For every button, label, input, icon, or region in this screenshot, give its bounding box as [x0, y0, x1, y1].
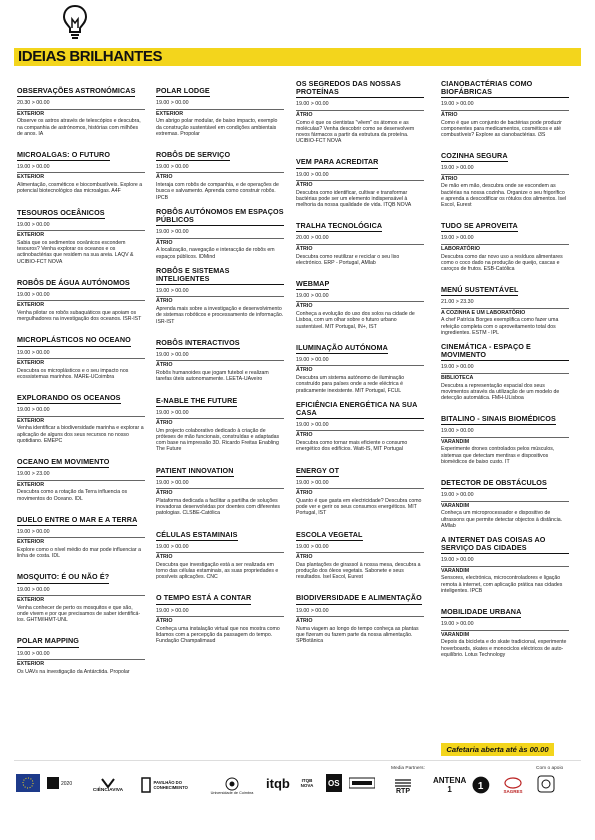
event-time: 19.00 > 00.00	[441, 428, 569, 437]
footer-divider	[14, 760, 581, 761]
event-location: EXTERIOR	[17, 596, 45, 603]
event-time: 19.00 > 00.00	[441, 492, 569, 501]
logo-eu-flag	[16, 774, 40, 792]
event-description: Explore como o nível médio do mar pode influenciar a linha de costa. IDL	[17, 547, 141, 560]
event-item	[296, 273, 424, 330]
cafeteria-note: Cafetaria aberta até às 00.00	[441, 743, 554, 756]
logo-itqb-mark	[266, 774, 294, 792]
event-time: 19.00 > 00.00	[441, 101, 569, 110]
event-title: EFICIÊNCIA ENERGÉTICA NA SUA CASA	[296, 401, 424, 419]
event-description: Conheça uma instalação virtual que nos mostra como lidamos com a percepção da passagem do tempo. Fundação Champalimaud	[156, 625, 280, 645]
event-description: Descubra como identificar, cultivar e transformar bactérias pode ser um elemento indispensável à melhoria da nossa qualidade de vida. ITQB NOVA	[296, 189, 412, 209]
event-title: TESOUROS OCEÂNICOS	[17, 209, 105, 219]
svg-text:itqb: itqb	[266, 776, 290, 791]
logo-pavilhao	[140, 774, 196, 796]
event-location: ÁTRIO	[156, 490, 173, 497]
event-title: TUDO SE APROVEITA	[441, 222, 518, 232]
event-time: 19.00 > 00.00	[441, 165, 569, 174]
event-item	[17, 509, 145, 560]
event-description: Descubra um sistema autónomo de iluminação construído para países onde a rede eléctrica é praticamente inexistente. MIT Portugal, FCUL	[296, 375, 405, 394]
event-item	[296, 151, 424, 208]
event-description: Plataforma dedicada a facilitar a partilha de soluções inovadoras desenvolvidas por doentes com diferentes patologias. CLSBE-Católica	[156, 497, 280, 517]
event-title: OBSERVAÇÕES ASTRONÓMICAS	[17, 87, 135, 97]
event-description: Depois da bicicleta e do skate tradicional, experimente hoverboards, skates e monociclos eléctricos de auto-equilíbrio. Lotus Technology	[441, 639, 567, 658]
event-time: 19.00 > 00.00	[156, 544, 284, 553]
event-title: ROBÔS INTERACTIVOS	[156, 339, 240, 349]
event-time: 21.00 > 23.30	[441, 299, 569, 308]
event-location: EXTERIOR	[17, 481, 45, 488]
event-item	[441, 601, 569, 658]
event-time: 19.00 > 00.00	[17, 222, 145, 231]
event-item	[17, 329, 145, 380]
event-description: Interaja com robôs de companhia, e de operações de busca e salvamento. Aprenda como construir robôs. IPCB	[156, 182, 279, 201]
logo-nova	[296, 774, 318, 792]
event-title: MOSQUITO: É OU NÃO É?	[17, 573, 109, 583]
event-description: Um projecto colaborativo dedicado à criação de próteses de mão funcionais, construídas e adaptadas com base na impressão 3D. Ricardo Freitas Enabling The Future	[156, 427, 280, 453]
event-description: Descubra que investigação está a ser realizada em torno das células estaminais, as suas propriedades e possíveis aplicações. CNC	[156, 561, 279, 581]
logo-antena1	[430, 774, 490, 796]
event-title: DUELO ENTRE O MAR E A TERRA	[17, 516, 137, 526]
event-title: EXPLORANDO OS OCEANOS	[17, 394, 121, 404]
event-title: A INTERNET DAS COISAS AO SERVIÇO DAS CIDADES	[441, 536, 569, 554]
event-description: Um abrigo polar modular, de baixo impacto, exemplo da construção sustentável em condições ambientais extremas. Propolar	[156, 118, 278, 137]
logo-itqb-text: ITQB NOVA	[300, 778, 314, 788]
event-description: Das plantações de girassol à nossa mesa, descubra a produção dos óleos vegetais. Sabonete e seus resultados. Isel Escol, Eurest	[296, 561, 421, 581]
event-item	[441, 343, 569, 401]
event-item	[156, 267, 284, 325]
event-description: Experimente drones controlados pelos músculos, sistemas que detectam mentiras e dispositivos biomédicos de baixo custo. IT	[441, 446, 555, 465]
event-location: ÁTRIO	[296, 554, 313, 561]
event-description: Venha identificar a biodiversidade marinha e explorar a aplicação de alguns dos seus recursos no nosso quotidiano. EMEPC	[17, 425, 144, 444]
event-description: A localização, navegação e interacção de robôs em espaços públicos. IDMind	[156, 247, 275, 260]
logo-os	[326, 774, 342, 792]
title-banner	[14, 48, 581, 66]
media-partners-label: Media Partners:	[391, 766, 425, 771]
events-column-3	[296, 80, 424, 651]
event-time: 19.00 > 00.00	[17, 651, 145, 660]
event-time: 19.00 > 00.00	[156, 410, 284, 419]
event-location: ÁTRIO	[296, 181, 313, 188]
event-item	[17, 566, 145, 623]
event-item	[441, 145, 569, 208]
event-description: Conheça um microprocessador e dispositivo de ultrassons que permite detectar objectos à distância. AMlab	[441, 510, 563, 529]
event-time: 19.00 > 00.00	[296, 357, 424, 366]
event-location: ÁTRIO	[441, 175, 458, 182]
event-location: ÁTRIO	[156, 239, 173, 246]
event-time: 19.00 > 00.00	[17, 164, 145, 173]
event-location: ÁTRIO	[296, 490, 313, 497]
event-title: ROBÔS DE SERVIÇO	[156, 151, 230, 161]
svg-text:1: 1	[478, 780, 484, 792]
event-item	[441, 279, 569, 336]
event-location: ÁTRIO	[156, 617, 173, 624]
event-description: Robôs humanoides que jogam futebol e realizam tarefas úteis autonomamente. LEETA-UAveiro	[156, 370, 269, 383]
event-time: 19.00 > 00.00	[156, 288, 284, 297]
event-description: De mão em mão, descubra onde se escondem as bactérias na nossa cozinha. Organize o seu frigorífico e aprenda a descodificar os rótulos dos alimentos. Isel Escol, Eurest	[441, 183, 567, 209]
event-title: ILUMINAÇÃO AUTÓNOMA	[296, 344, 388, 354]
event-time: 19.00 > 00.00	[156, 480, 284, 489]
event-location: VARANDIM	[441, 567, 470, 574]
event-item	[17, 144, 145, 195]
event-item	[296, 337, 424, 394]
event-time: 19.00 > 00.00	[17, 292, 145, 301]
event-title: TRALHA TECNOLÓGICA	[296, 222, 382, 232]
event-time: 19.00 > 00.00	[441, 364, 569, 373]
event-title: ENERGY OT	[296, 467, 339, 477]
event-description: Descubra como reutilizar e reciclar o seu lixo electrónico. ERP - Portugal, AMlab	[296, 253, 400, 266]
event-title: O TEMPO ESTÁ A CONTAR	[156, 594, 251, 604]
event-time: 19.00 > 00.00	[17, 407, 145, 416]
event-title: OCEANO EM MOVIMENTO	[17, 458, 109, 468]
event-time: 19.00 > 00.00	[17, 350, 145, 359]
event-location: ÁTRIO	[441, 111, 458, 118]
event-time: 19.00 > 00.00	[296, 172, 424, 181]
event-item	[296, 587, 424, 644]
event-location: VARANDIM	[441, 502, 470, 509]
event-location: EXTERIOR	[156, 110, 184, 117]
event-time: 20.30 > 00.00	[17, 100, 145, 109]
event-description: Alimentação, cosméticos e biocombustíveis. Explore a potencial biotecnológico das microalgas. A4F	[17, 182, 143, 195]
event-item	[156, 332, 284, 383]
logo-sagres-text: SAGRES	[503, 788, 523, 794]
event-title: E-NABLE THE FUTURE	[156, 397, 237, 407]
event-time: 19.00 > 00.00	[296, 293, 424, 302]
event-time: 19.00 > 00.00	[441, 235, 569, 244]
logo-antena1-text: ANTENA 1	[432, 776, 467, 794]
event-item	[441, 408, 569, 465]
logo-partner	[349, 774, 375, 792]
event-time: 19.00 > 00.00	[17, 587, 145, 596]
event-title: VEM PARA ACREDITAR	[296, 158, 378, 168]
page-title: IDEIAS BRILHANTES	[18, 48, 163, 65]
event-description: Venha conhecer de perto os mosquitos e que são, onde vivem e por que precisamos de saber identificá-los. GHTM/IHMT-UNL	[17, 604, 141, 624]
event-location: EXTERIOR	[17, 174, 45, 181]
event-location: EXTERIOR	[17, 359, 45, 366]
event-item	[156, 390, 284, 453]
event-location: ÁTRIO	[156, 174, 173, 181]
event-title: CÉLULAS ESTAMINAIS	[156, 531, 238, 541]
logo-pavilhao-text: PAVILHÃO DO CONHECIMENTO	[153, 780, 188, 790]
event-title: MICROALGAS: O FUTURO	[17, 151, 110, 161]
logo-uc	[202, 774, 262, 798]
event-item	[441, 80, 569, 138]
event-title: MOBILIDADE URBANA	[441, 608, 521, 618]
event-time: 19.00 > 00.00	[296, 480, 424, 489]
event-description: Os UAVs na investigação da Antárctida. Propolar	[17, 668, 130, 675]
logo-supporter	[537, 774, 555, 794]
event-description: Numa viagem ao longo do tempo conheça as plantas que fizeram ou fazem parte da nossa alimentação. SPBotânica	[296, 625, 419, 645]
logo-sagres	[500, 774, 526, 796]
support-label: Com o apoio	[536, 766, 564, 771]
event-description: Descubra os microplásticos e o seu impacto nos ecossistemas marinhos. MARE-UCoimbra	[17, 367, 129, 380]
event-description: Aprenda mais sobre a investigação e desenvolvimento de sistemas robóticos e processamento de informação. ISR-IST	[156, 306, 284, 325]
event-location: ÁTRIO	[296, 111, 313, 118]
event-location: VARANDIM	[441, 631, 470, 638]
logo-ciencia-viva	[88, 774, 128, 796]
event-item	[17, 80, 145, 137]
event-location: ÁTRIO	[156, 554, 173, 561]
event-item	[156, 460, 284, 517]
event-description: Descubra como dar novo uso a resíduos alimentares como o coco dado na produção de queijo, cascas e caroços de frutos. ESB-Católica	[441, 253, 563, 272]
logo-compete	[46, 774, 76, 792]
event-description: Conheça a evolução do uso dos solos na cidade de Lisboa, com um olhar sobre o futuro urbano sustentável. MIT Portugal, IN+, IST	[296, 311, 415, 330]
event-item	[17, 630, 145, 675]
event-item	[156, 524, 284, 581]
svg-text:OS: OS	[328, 779, 340, 788]
event-time: 19.00 > 00.00	[156, 229, 284, 238]
event-time: 19.00 > 00.00	[156, 608, 284, 617]
events-column-4	[441, 80, 569, 665]
event-location: A COZINHA E UM LABORATÓRIO	[441, 309, 526, 316]
event-title: OS SEGREDOS DAS NOSSAS PROTEÍNAS	[296, 80, 424, 98]
event-item	[296, 524, 424, 581]
event-location: ÁTRIO	[296, 367, 313, 374]
logo-ciencia-viva-text: CIÊNCIAVIVA	[92, 787, 124, 793]
event-title: DETECTOR DE OBSTÁCULOS	[441, 479, 547, 489]
event-item	[156, 587, 284, 644]
event-time: 20.00 > 00.00	[296, 235, 424, 244]
events-column-2	[156, 80, 284, 651]
event-location: BIBLIOTECA	[441, 374, 474, 381]
event-item	[156, 208, 284, 260]
event-description: Descubra a representação espacial dos seus movimentos através da utilização de um modelo de detecção automática. FMH-ULisboa	[441, 382, 560, 401]
event-location: ÁTRIO	[296, 432, 313, 439]
event-location: VARANDIM	[441, 438, 470, 445]
event-title: WEBMAP	[296, 280, 329, 290]
event-description: Observe os astros através de telescópios e descubra, na companhia de astrónomos, histórias com milhões de anos. IA	[17, 118, 141, 137]
event-item	[441, 536, 569, 594]
event-item	[296, 460, 424, 517]
event-item	[17, 387, 145, 444]
event-time: 19.00 > 00.00	[296, 544, 424, 553]
event-description: Como é que um conjunto de bactérias pode produzir componentes para medicamentos, cosméticos e até combustíveis? Explore as cianobactérias. i3S	[441, 119, 562, 138]
event-location: ÁTRIO	[296, 617, 313, 624]
event-time: 19.00 > 00.00	[156, 164, 284, 173]
event-description: Sabia que os sedimentos oceânicos escondem tesouros? Venha explorar os oceanos e os actinobactérias que residem na sua areia. LAQV & UCIBIO-FCT NOVA	[17, 239, 134, 265]
logo-rtp-text: RTP	[396, 787, 410, 795]
event-location: ÁTRIO	[156, 298, 173, 305]
event-title: MENÚ SUSTENTÁVEL	[441, 286, 518, 296]
event-time: 19.00 > 00.00	[17, 529, 145, 538]
event-time: 19.00 > 00.00	[156, 352, 284, 361]
event-title: CIANOBACTÉRIAS COMO BIOFÁBRICAS	[441, 80, 569, 98]
event-location: EXTERIOR	[17, 539, 45, 546]
event-location: EXTERIOR	[17, 232, 45, 239]
event-title: CINEMÁTICA - ESPAÇO E MOVIMENTO	[441, 343, 569, 361]
event-description: Como é que os cientistas "vêem" os átomos e as moléculas? Venha descobrir como se desenvolvem novos fármacos a partir da estrutura da proteína. UCIBIO-FCT NOVA	[296, 119, 415, 145]
event-location: EXTERIOR	[17, 302, 45, 309]
event-item	[296, 215, 424, 266]
event-item	[156, 80, 284, 137]
event-location: LABORATÓRIO	[441, 245, 481, 252]
event-item	[296, 401, 424, 453]
event-description: Descubra como a rotação da Terra influencia os movimentos do Oceano. IDL	[17, 489, 128, 502]
event-time: 19.00 > 00.00	[156, 100, 284, 109]
event-title: ROBÔS AUTÓNOMOS EM ESPAÇOS PÚBLICOS	[156, 208, 284, 226]
event-description: A chef Patrícia Borges exemplifica como fazer uma refeição completa com o aproveitamento total dos ingredientes. ESTM - IPL	[441, 317, 559, 336]
event-title: COZINHA SEGURA	[441, 152, 508, 162]
events-column-1	[17, 80, 145, 682]
logo-uc-text: Universidade de Coimbra	[210, 791, 254, 795]
event-item	[156, 144, 284, 201]
event-time: 19.00 > 00.00	[441, 621, 569, 630]
event-item	[296, 80, 424, 144]
event-title: POLAR MAPPING	[17, 637, 79, 647]
event-location: EXTERIOR	[17, 417, 45, 424]
event-location: ÁTRIO	[156, 420, 173, 427]
event-title: MICROPLÁSTICOS NO OCEANO	[17, 336, 131, 346]
event-time: 19.00 > 23.00	[17, 471, 145, 480]
logo-rtp	[390, 774, 416, 798]
event-location: ÁTRIO	[296, 303, 313, 310]
event-title: BIODIVERSIDADE E ALIMENTAÇÃO	[296, 594, 422, 604]
event-title: PATIENT INNOVATION	[156, 467, 234, 477]
event-time: 19.00 > 00.00	[296, 608, 424, 617]
event-item	[17, 451, 145, 502]
event-time: 19.00 > 00.00	[296, 101, 424, 110]
event-description: Quanto é que gasta em electricidade? Descubra como pode ver e gerir os seus consumos energéticos. MIT Portugal, IST	[296, 497, 422, 517]
event-time: 19.00 > 00.00	[296, 422, 424, 431]
event-title: BITALINO - SINAIS BIOMÉDICOS	[441, 415, 556, 425]
event-location: EXTERIOR	[17, 110, 45, 117]
event-item	[17, 272, 145, 323]
event-description: Venha pilotar os robôs subaquáticos que apoiam os mergulhadores na investigação dos oceanos. ISR-IST	[17, 310, 142, 323]
event-title: POLAR LODGE	[156, 87, 210, 97]
event-title: ROBÔS DE ÁGUA AUTÓNOMOS	[17, 279, 130, 289]
event-description: Descubra como tornar mais eficiente o consumo energético dos edifícios. Watt-IS, MIT Portugal	[296, 440, 408, 453]
event-time: 19.00 > 00.00	[441, 557, 569, 566]
event-location: ÁTRIO	[296, 245, 313, 252]
event-title: ROBÔS E SISTEMAS INTELIGENTES	[156, 267, 284, 285]
svg-text:2020: 2020	[61, 781, 73, 787]
event-location: ÁTRIO	[156, 362, 173, 369]
lightbulb-icon	[62, 4, 88, 40]
event-location: EXTERIOR	[17, 660, 45, 667]
event-item	[441, 215, 569, 272]
event-title: ESCOLA VEGETAL	[296, 531, 363, 541]
event-item	[17, 202, 145, 265]
event-item	[441, 472, 569, 529]
event-description: Sensores, electrónica, microcontroladores e ligação remota à internet, com aplicação prática nas cidades inteligentes. IPCB	[441, 575, 563, 594]
